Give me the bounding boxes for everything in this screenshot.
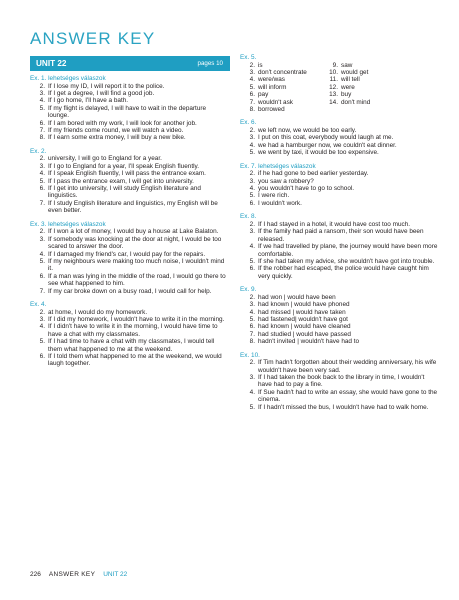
item-text: If the family had paid a ransom, their son would have been released. [258, 228, 424, 243]
answer-item [240, 265, 440, 280]
item-number: 2. [249, 127, 255, 135]
item-number: 2. [39, 82, 45, 90]
answer-item [240, 221, 440, 228]
item-text: don't mind [341, 98, 371, 106]
answer-item [30, 288, 230, 295]
answer-item [30, 163, 230, 170]
answer-item [240, 389, 440, 404]
item-number: 4. [39, 323, 45, 331]
item-number: 5. [249, 315, 255, 323]
item-number: 8. [39, 134, 45, 142]
answer-item [30, 338, 230, 353]
item-text: you saw a robbery? [258, 177, 314, 185]
exercise-section [30, 221, 230, 295]
item-text: is [258, 61, 263, 69]
item-number: 3. [249, 301, 255, 309]
item-text: If a man was lying in the middle of the road, I would go there to see what happened to him. [48, 272, 226, 288]
item-number: 11. [329, 76, 338, 84]
item-number: 6. [249, 265, 255, 273]
item-number: 6. [39, 185, 45, 193]
answer-item [240, 316, 440, 323]
exercise-heading: Ex. 3. lehetséges válaszok [30, 220, 106, 228]
answer-item [30, 127, 230, 134]
answer-item [240, 106, 323, 113]
answer-item [30, 90, 230, 97]
item-text: I put on this coat, everybody would laugh at me. [258, 134, 394, 142]
answer-item [323, 69, 398, 76]
item-number: 5. [249, 257, 255, 265]
item-text: If I am bored with my work, I will look for another job. [48, 119, 197, 127]
item-number: 4. [249, 308, 255, 316]
item-text: If I did my homework, I wouldn't have to write it in the morning. [48, 315, 225, 323]
item-number: 7. [249, 98, 255, 106]
item-number: 8. [249, 106, 255, 114]
unit-title: UNIT 22 [36, 59, 67, 68]
answer-item [30, 105, 230, 120]
item-number: 7. [249, 330, 255, 338]
item-text: hadn't invited | wouldn't have had to [258, 338, 360, 346]
answer-item [30, 134, 230, 141]
item-text: you wouldn't have to go to school. [258, 185, 355, 193]
answer-item [30, 323, 230, 338]
exercise-section [30, 148, 230, 215]
answer-item [240, 84, 323, 91]
answer-item [30, 273, 230, 288]
item-text: If I damaged my friend's car, I would pay for the repairs. [48, 250, 206, 258]
item-text: had missed | would have taken [258, 308, 346, 316]
item-number: 5. [39, 257, 45, 265]
ex5-column-a [240, 62, 323, 114]
exercise-heading: Ex. 8. [240, 213, 257, 221]
answer-item [30, 251, 230, 258]
item-text: if he had gone to bed earlier yesterday. [258, 170, 369, 178]
answer-item [30, 185, 230, 200]
answer-item [30, 228, 230, 235]
answer-item [240, 243, 440, 258]
item-number: 3. [249, 373, 255, 381]
item-text: had studied | would have passed [258, 330, 351, 338]
item-text: If I earn some extra money, I will buy a new bike. [48, 134, 186, 142]
item-number: 5. [249, 403, 255, 411]
right-column [240, 54, 440, 411]
item-text: If my neighbours were making too much noise, I wouldn't mind it. [48, 257, 225, 273]
answer-item [240, 309, 440, 316]
item-text: pay [258, 91, 269, 99]
answer-item [240, 301, 440, 308]
item-number: 4. [249, 185, 255, 193]
item-text: we left now, we would be too early. [258, 127, 357, 135]
item-text: I were rich. [258, 192, 290, 200]
exercise-heading: Ex. 2. [30, 147, 47, 155]
answer-item [240, 149, 440, 156]
item-number: 3. [249, 134, 255, 142]
answer-item [240, 134, 440, 141]
item-number: 2. [249, 359, 255, 367]
item-number: 3. [39, 162, 45, 170]
item-text: were/was [258, 76, 285, 84]
answer-item [240, 91, 323, 98]
item-text: wouldn't ask [258, 98, 293, 106]
item-number: 3. [249, 177, 255, 185]
item-text: were [341, 83, 355, 91]
exercise-heading: Ex. 7. lehetséges válaszok [240, 162, 316, 170]
item-number: 13. [329, 91, 338, 99]
exercise-section [240, 213, 440, 280]
item-number: 6. [249, 199, 255, 207]
item-number: 4. [249, 141, 255, 149]
item-text: If I didn't have to write it in the morning, I would have time to have a chat with my classmates. [48, 323, 218, 338]
exercise-section [240, 119, 440, 156]
item-text: will inform [258, 83, 287, 91]
item-number: 7. [39, 199, 45, 207]
item-text: If Sue hadn't had to write an essay, she would have gone to the cinema. [258, 388, 438, 404]
page-footer [30, 571, 127, 578]
answer-item [240, 200, 440, 207]
answer-item [323, 84, 398, 91]
item-number: 6. [39, 352, 45, 360]
answer-item [30, 309, 230, 316]
item-text: If I pass the entrance exam, I will get into university. [48, 177, 194, 185]
item-text: had won | would have been [258, 293, 336, 301]
answer-item [240, 62, 323, 69]
item-number: 14. [329, 98, 338, 106]
answer-item [240, 127, 440, 134]
answer-item [30, 155, 230, 162]
item-number: 5. [39, 104, 45, 112]
answer-item [240, 359, 440, 374]
item-number: 2. [39, 308, 45, 316]
exercise-section [240, 54, 440, 113]
answer-item [30, 200, 230, 215]
item-number: 6. [249, 91, 255, 99]
item-number: 4. [249, 76, 255, 84]
item-text: If I won a lot of money, I would buy a house at Lake Balaton. [48, 228, 219, 236]
exercise-heading: Ex. 9. [240, 286, 257, 294]
item-text: If my car broke down on a busy road, I would call for help. [48, 287, 212, 295]
answer-item [240, 228, 440, 243]
item-number: 4. [249, 243, 255, 251]
answer-item [30, 97, 230, 104]
item-text: If I go home, I'll have a bath. [48, 97, 129, 105]
item-text: we went by taxi, it would be too expensive. [258, 149, 379, 157]
item-number: 3. [249, 69, 255, 76]
item-number: 8. [249, 338, 255, 346]
item-number: 2. [249, 293, 255, 301]
exercise-heading: Ex. 10. [240, 351, 260, 359]
answer-item [240, 258, 440, 265]
item-number: 2. [39, 228, 45, 236]
answer-item [30, 83, 230, 90]
item-number: 6. [249, 323, 255, 331]
item-number: 2. [249, 61, 255, 69]
item-text: If my friends come round, we will watch a video. [48, 127, 184, 135]
item-number: 5. [249, 83, 255, 91]
item-text: at home, I would do my homework. [48, 308, 148, 316]
item-number: 12. [329, 83, 338, 91]
item-number: 2. [39, 155, 45, 163]
answer-item [240, 178, 440, 185]
item-text: If I get into university, I will study English literature and linguistics. [48, 185, 201, 200]
item-number: 4. [249, 388, 255, 396]
item-number: 10. [329, 69, 338, 76]
answer-item [240, 142, 440, 149]
answer-item [30, 120, 230, 127]
ex5-column-b [323, 62, 398, 114]
answer-item [240, 374, 440, 389]
page-number: 226 [30, 571, 41, 578]
item-number: 3. [39, 235, 45, 243]
item-number: 5. [39, 338, 45, 346]
item-text: If my flight is delayed, I will have to wait in the departure lounge. [48, 104, 207, 120]
item-number: 3. [249, 228, 255, 236]
answer-item [30, 236, 230, 251]
exercise-heading: Ex. 6. [240, 119, 257, 127]
item-number: 4. [39, 170, 45, 178]
item-number: 5. [249, 192, 255, 200]
item-number: 9. [332, 61, 338, 69]
item-text: If I get a degree, I will find a good job. [48, 90, 155, 97]
item-number: 4. [39, 250, 45, 258]
item-number: 7. [39, 127, 45, 135]
item-text: If I lose my ID, I will report it to the police. [48, 82, 165, 90]
answer-item [30, 353, 230, 368]
unit-pages: pages 10 [197, 60, 223, 67]
page-title: ANSWER KEY [30, 29, 156, 48]
answer-item [240, 294, 440, 301]
item-text: If I had taken the book back to the library in time, I wouldn't have had to pay a fine. [258, 373, 425, 389]
item-text: would get [341, 69, 369, 76]
item-number: 3. [39, 90, 45, 97]
item-text: had known | would have cleaned [258, 323, 351, 331]
item-text: If Tim hadn't forgotten about their wedding anniversary, his wife wouldn't have been very sad. [258, 359, 437, 374]
footer-section-label: ANSWER KEY [48, 571, 96, 578]
item-text: saw [341, 61, 353, 69]
item-number: 4. [39, 97, 45, 105]
item-text: had known | would have phoned [258, 301, 350, 309]
answer-item [30, 178, 230, 185]
item-text: If I had stayed in a hotel, it would have cost too much. [258, 220, 411, 228]
answer-item [240, 331, 440, 338]
item-text: If I speak English fluently, I will pass the entrance exam. [48, 170, 206, 178]
ex5-grid [240, 62, 440, 114]
item-text: university, I will go to England for a year. [48, 155, 162, 163]
answer-item [323, 62, 398, 69]
item-number: 5. [39, 177, 45, 185]
answer-item [323, 76, 398, 83]
item-number: 6. [39, 119, 45, 127]
item-text: we had a hamburger now, we couldn't eat dinner. [258, 141, 397, 149]
answer-item [323, 91, 398, 98]
footer-unit-label: UNIT 22 [103, 571, 128, 578]
answer-item [30, 316, 230, 323]
item-text: If I had time to have a chat with my classmates, I would tell them what happened to me at the weekend. [48, 338, 215, 353]
item-number: 2. [249, 220, 255, 228]
exercise-heading: Ex. 4. [30, 300, 47, 308]
item-number: 3. [39, 315, 45, 323]
item-text: If I told them what happened to me at the weekend, we would laugh together. [48, 352, 222, 368]
exercise-section [30, 301, 230, 368]
item-text: will tell [341, 76, 360, 84]
item-text: If I study English literature and linguistics, my English will be even better. [48, 199, 218, 215]
item-number: 6. [39, 272, 45, 280]
answer-item [30, 170, 230, 177]
answer-item [240, 323, 440, 330]
item-number: 2. [249, 170, 255, 178]
item-text: If I go to England for a year, I'll speak English fluently. [48, 162, 200, 170]
exercise-section [240, 163, 440, 208]
item-text: If I hadn't missed the bus, I wouldn't have had to walk home. [258, 403, 429, 411]
answer-item [30, 258, 230, 273]
unit-header [30, 56, 230, 71]
answer-item [240, 404, 440, 411]
exercise-section [240, 286, 440, 345]
item-text: If she had taken my advice, she wouldn't have got into trouble. [258, 257, 435, 265]
answer-item [240, 185, 440, 192]
item-text: buy [341, 91, 352, 99]
left-column [30, 56, 230, 368]
item-text: had fastened| wouldn't have got [258, 315, 348, 323]
answer-item [240, 338, 440, 345]
answer-item [240, 170, 440, 177]
answer-item [323, 99, 398, 106]
item-text: borrowed [258, 106, 285, 114]
exercise-section [240, 352, 440, 411]
item-text: I wouldn't work. [258, 199, 302, 207]
item-text: don't concentrate [258, 69, 307, 76]
exercise-heading: Ex. 5. [240, 54, 257, 61]
item-text: If the robber had escaped, the police would have caught him very quickly. [258, 265, 429, 280]
item-text: If somebody was knocking at the door at night, I would be too scared to answer the door. [48, 235, 222, 251]
answer-item [240, 69, 323, 76]
item-number: 7. [39, 287, 45, 295]
exercise-heading: Ex. 1. lehetséges válaszok [30, 75, 106, 82]
answer-item [240, 99, 323, 106]
answer-item [240, 76, 323, 83]
item-number: 5. [249, 149, 255, 157]
exercise-section [30, 75, 230, 142]
answer-item [240, 192, 440, 199]
item-text: If we had travelled by plane, the journey would have been more comfortable. [258, 243, 438, 258]
